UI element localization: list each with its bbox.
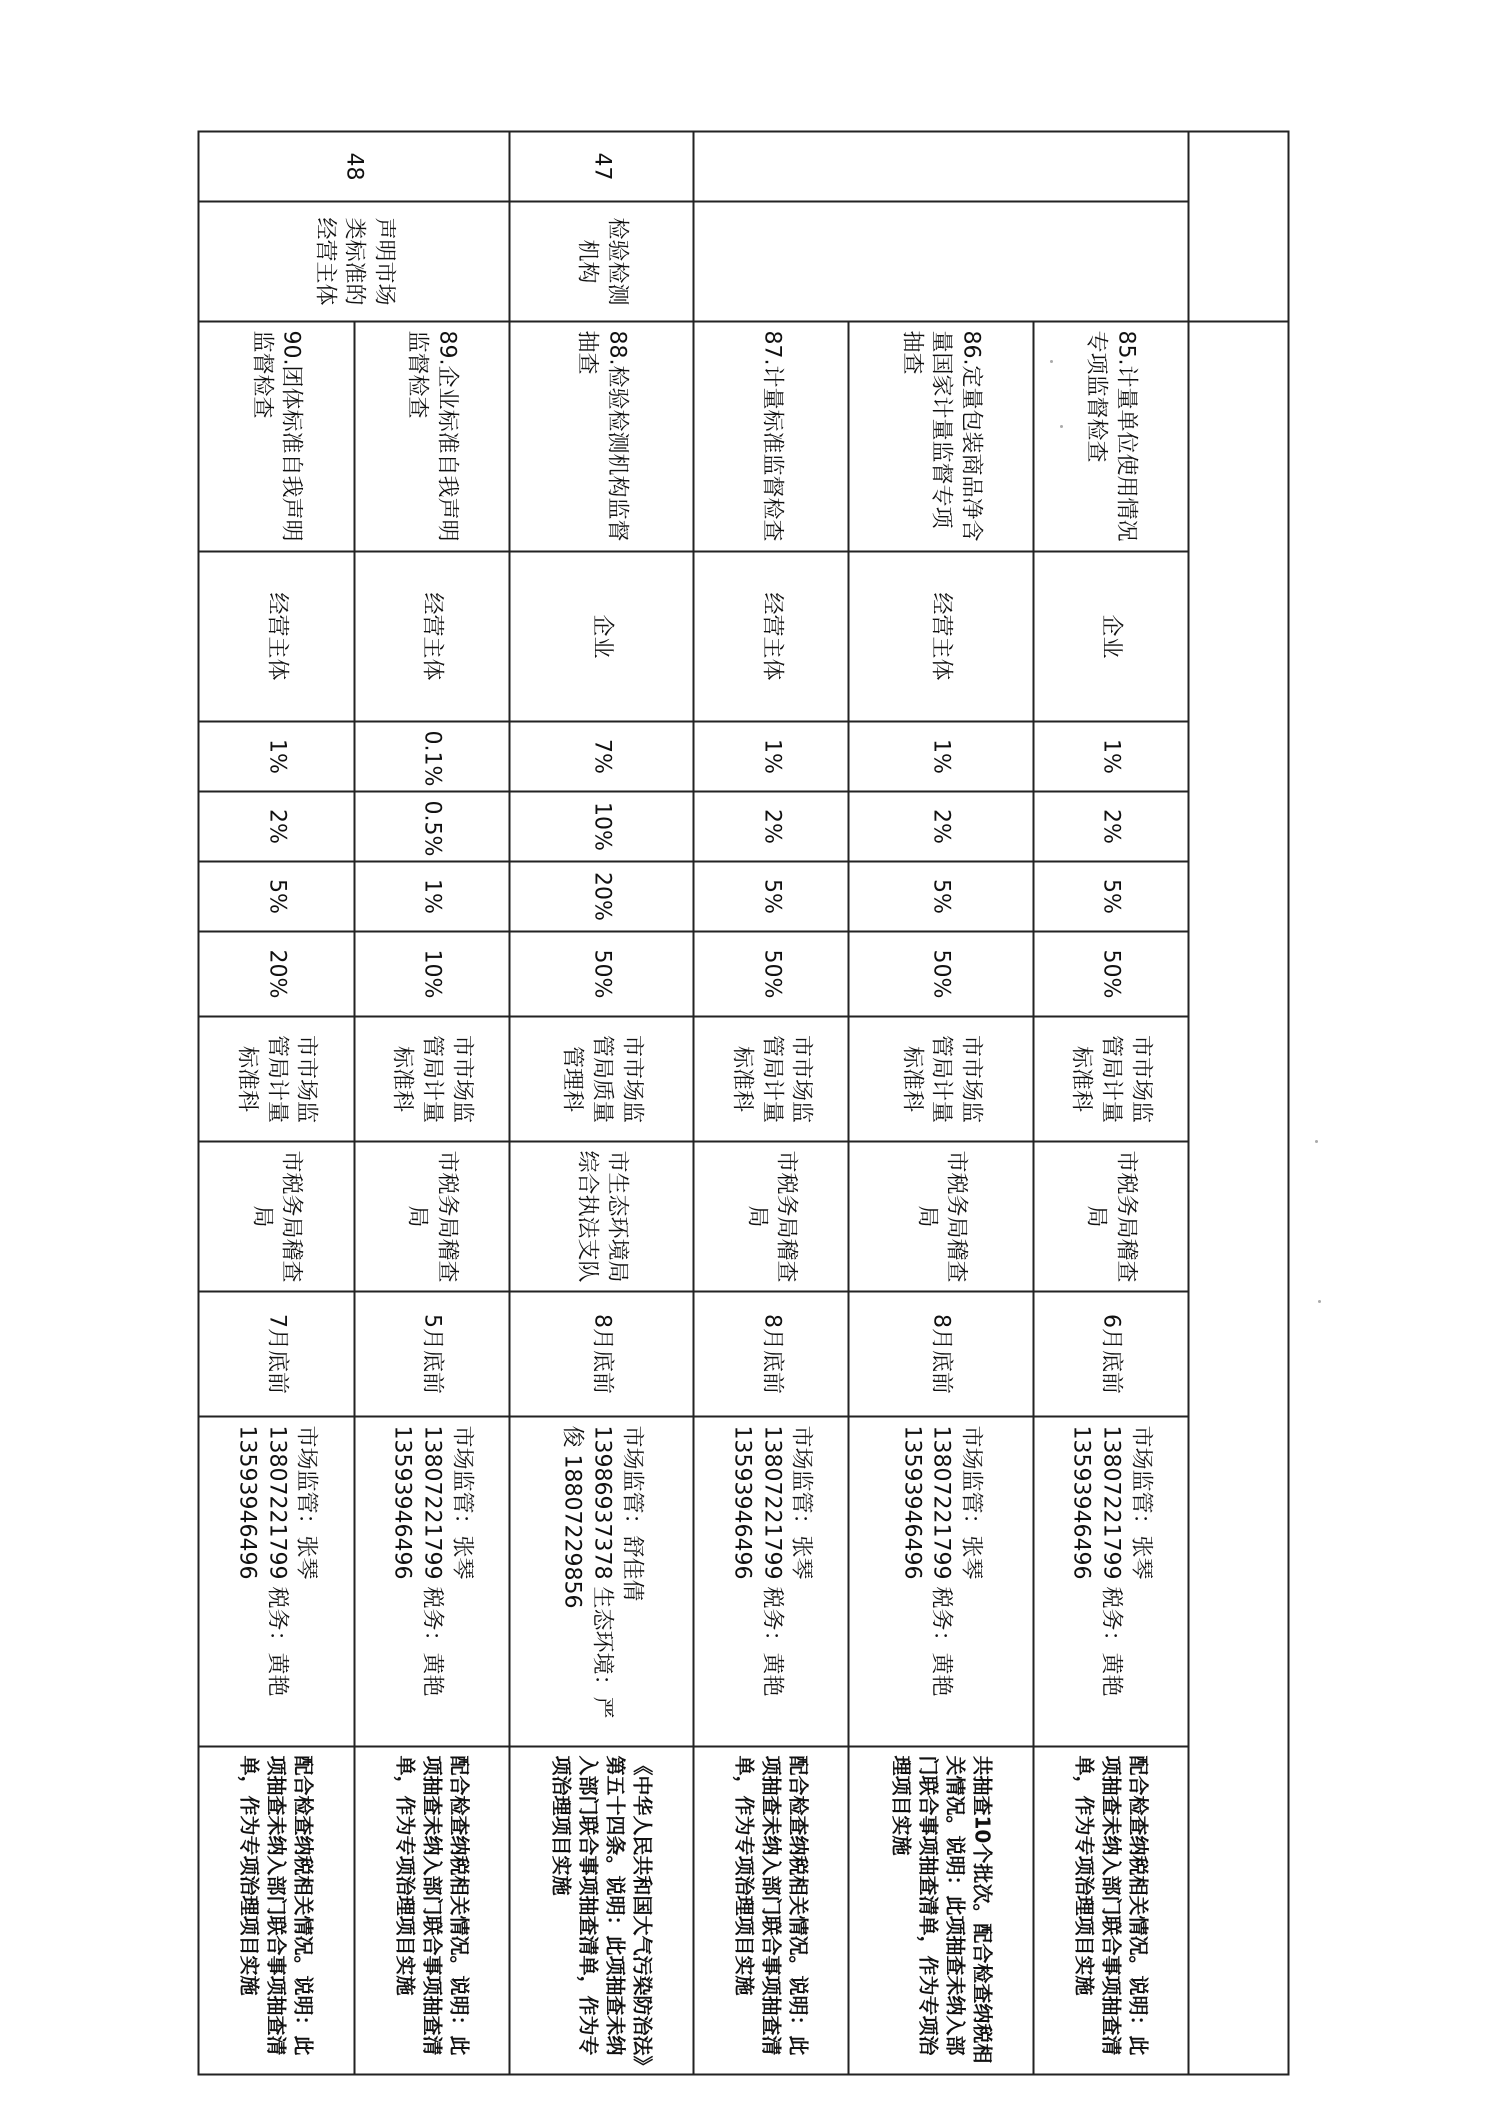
note-cell: 共抽查10个批次。配合检查纳税相关情况。说明：此项抽查未纳入部门联合事项抽查清单，作为专项治理项目实施	[849, 1747, 1033, 2075]
item-cell: 85.计量单位使用情况专项监督检查	[1033, 322, 1188, 552]
ratio-2-cell: 10%	[510, 792, 694, 862]
coop-dept-cell: 市税务局稽查局	[849, 1142, 1033, 1292]
contact-cell: 市场监管：舒佳倩 13986937378 生态环境：严俊 18807229856	[510, 1417, 694, 1747]
ratio-1-cell: 1%	[849, 722, 1033, 792]
coop-dept-cell: 市税务局稽查局	[354, 1142, 509, 1292]
category-cell: 检验检测机构	[510, 202, 694, 322]
object-cell: 企业	[510, 552, 694, 722]
ratio-2-cell: 0.5%	[354, 792, 509, 862]
ratio-2-cell: 2%	[849, 792, 1033, 862]
seq-cell: 48	[199, 132, 510, 202]
ratio-1-cell: 1%	[1033, 722, 1188, 792]
deadline-cell: 6月底前	[1033, 1292, 1188, 1417]
note-cell: 《中华人民共和国大气污染防治法》第五十四条。说明：此项抽查未纳入部门联合事项抽查清单，作为专项治理项目实施	[510, 1747, 694, 2075]
deadline-cell: 8月底前	[694, 1292, 849, 1417]
table-row	[354, 132, 509, 2075]
ratio-4-cell: 50%	[849, 932, 1033, 1017]
ratio-3-cell: 1%	[354, 862, 509, 932]
ratio-1-cell: 1%	[694, 722, 849, 792]
object-cell: 经营主体	[354, 552, 509, 722]
coop-dept-cell: 市生态环境局综合执法支队	[510, 1142, 694, 1292]
ratio-1-cell: 7%	[510, 722, 694, 792]
item-cell: 89.企业标准自我声明监督检查	[354, 322, 509, 552]
note-cell: 配合检查纳税相关情况。说明：此项抽查未纳入部门联合事项抽查清单，作为专项治理项目实施	[1033, 1747, 1188, 2075]
lead-dept-cell: 市市场监管局质量管理科	[510, 1017, 694, 1142]
seq-cell	[694, 132, 1189, 202]
table-row	[1033, 132, 1188, 2075]
continuation-band	[1189, 132, 1289, 2075]
ratio-4-cell: 20%	[199, 932, 355, 1017]
rotated-table-container	[198, 131, 1290, 2074]
deadline-cell: 8月底前	[510, 1292, 694, 1417]
ratio-3-cell: 5%	[199, 862, 355, 932]
item-cell: 86.定量包装商品净含量国家计量监督专项抽查	[849, 322, 1033, 552]
ratio-4-cell: 10%	[354, 932, 509, 1017]
lead-dept-cell: 市市场监管局计量标准科	[199, 1017, 355, 1142]
ratio-4-cell: 50%	[694, 932, 849, 1017]
scan-speck	[1315, 1140, 1318, 1143]
contact-cell: 市场监管：张琴 13807221799 税务：黄艳 13593946496	[694, 1417, 849, 1747]
item-cell: 90.团体标准自我声明监督检查	[199, 322, 355, 552]
ratio-1-cell: 0.1%	[354, 722, 509, 792]
ratio-3-cell: 5%	[849, 862, 1033, 932]
lead-dept-cell: 市市场监管局计量标准科	[849, 1017, 1033, 1142]
ratio-1-cell: 1%	[199, 722, 355, 792]
ratio-2-cell: 2%	[1033, 792, 1188, 862]
ratio-4-cell: 50%	[1033, 932, 1188, 1017]
contact-cell: 市场监管：张琴 13807221799 税务：黄艳 13593946496	[199, 1417, 355, 1747]
ratio-3-cell: 20%	[510, 862, 694, 932]
table-row	[199, 132, 355, 2075]
coop-dept-cell: 市税务局稽查局	[1033, 1142, 1188, 1292]
inspection-plan-table	[198, 131, 1290, 2076]
item-cell: 87.计量标准监督检查	[694, 322, 849, 552]
continuation-cell	[1189, 132, 1289, 322]
lead-dept-cell: 市市场监管局计量标准科	[1033, 1017, 1188, 1142]
lead-dept-cell: 市市场监管局计量标准科	[694, 1017, 849, 1142]
object-cell: 企业	[1033, 552, 1188, 722]
table-row	[849, 132, 1033, 2075]
seq-cell: 47	[510, 132, 694, 202]
object-cell: 经营主体	[694, 552, 849, 722]
object-cell: 经营主体	[849, 552, 1033, 722]
note-cell: 配合检查纳税相关情况。说明：此项抽查未纳入部门联合事项抽查清单，作为专项治理项目实施	[354, 1747, 509, 2075]
note-cell: 配合检查纳税相关情况。说明：此项抽查未纳入部门联合事项抽查清单，作为专项治理项目实施	[199, 1747, 355, 2075]
lead-dept-cell: 市市场监管局计量标准科	[354, 1017, 509, 1142]
ratio-3-cell: 5%	[694, 862, 849, 932]
table-row	[694, 132, 849, 2075]
deadline-cell: 7月底前	[199, 1292, 355, 1417]
ratio-3-cell: 5%	[1033, 862, 1188, 932]
table-row	[510, 132, 694, 2075]
ratio-2-cell: 2%	[694, 792, 849, 862]
coop-dept-cell: 市税务局稽查局	[199, 1142, 355, 1292]
ratio-4-cell: 50%	[510, 932, 694, 1017]
ratio-2-cell: 2%	[199, 792, 355, 862]
scan-speck	[1318, 1300, 1321, 1303]
contact-cell: 市场监管：张琴 13807221799 税务：黄艳 13593946496	[1033, 1417, 1188, 1747]
contact-cell: 市场监管：张琴 13807221799 税务：黄艳 13593946496	[354, 1417, 509, 1747]
coop-dept-cell: 市税务局稽查局	[694, 1142, 849, 1292]
deadline-cell: 8月底前	[849, 1292, 1033, 1417]
item-cell: 88.检验检测机构监督抽查	[510, 322, 694, 552]
note-cell: 配合检查纳税相关情况。说明：此项抽查未纳入部门联合事项抽查清单，作为专项治理项目实施	[694, 1747, 849, 2075]
contact-cell: 市场监管：张琴 13807221799 税务：黄艳 13593946496	[849, 1417, 1033, 1747]
category-cell: 声明市场类标准的经营主体	[199, 202, 510, 322]
continuation-blank	[1189, 322, 1289, 2075]
category-cell	[694, 202, 1189, 322]
object-cell: 经营主体	[199, 552, 355, 722]
deadline-cell: 5月底前	[354, 1292, 509, 1417]
